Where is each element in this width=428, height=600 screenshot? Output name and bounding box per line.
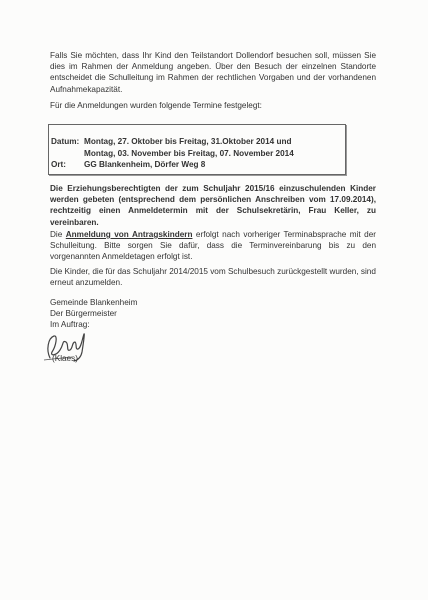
antragskinder-prefix: Die (50, 230, 66, 239)
signature-block (50, 297, 137, 331)
place-value: GG Blankenheim, Dörfer Weg 8 (84, 160, 206, 169)
paragraph-zurueckgestellt: Die Kinder, die für das Schuljahr 2014/2015 vom Schulbesuch zurückgestellt wurden, sind erneut anzumelden. (50, 267, 376, 288)
paragraph-antragskinder (50, 229, 376, 263)
date-label: Datum: (51, 137, 80, 146)
paragraph-termine-intro: Für die Anmeldungen wurden folgende Termine festgelegt: (50, 101, 262, 110)
signature-line-im-auftrag: Im Auftrag: (50, 320, 90, 330)
antragskinder-suffix: erfolgt nach vorheriger Terminabsprache mit der Schulleitung. Bitte sorgen Sie dafür, dass die Terminvereinbarung bis zu den vorgenannten Anmeldetagen erfolgt ist. (50, 230, 377, 262)
place-label: Ort: (51, 160, 67, 169)
date-value-2: Montag, 03. November bis Freitag, 07. November 2014 (84, 149, 294, 158)
appointment-box (48, 124, 346, 175)
signature-line-municipality: Gemeinde Blankenheim (50, 298, 138, 307)
paragraph-erziehungsberechtigte: Die Erziehungsberechtigten der zum Schuljahr 2015/16 einzuschulenden Kinder werden gebeten (entsprechend dem persönlichen Anschreiben vom 17.09.2014), rechtzeitig einen Anmeldetermin mit der Schulsekretärin, Frau Keller, zu vereinbaren. (50, 184, 376, 227)
signature-line-title: Der Bürgermeister (50, 309, 117, 319)
signer-name: (Klaes) (52, 354, 78, 363)
date-value-1: Montag, 27. Oktober bis Freitag, 31.Oktober 2014 und (84, 137, 292, 146)
antragskinder-highlight: Anmeldung von Antragskindern (65, 230, 193, 239)
paragraph-teilstandort: Falls Sie möchten, dass Ihr Kind den Teilstandort Dollendorf besuchen soll, müssen Sie dies im Rahmen der Anmeldung angeben. Über den Besuch der einzelnen Standorte entscheidet die Schulleitung im Rahmen der rechtlichen Vorgaben und der vorhandenen Aufnahmekapazität. (50, 51, 376, 94)
